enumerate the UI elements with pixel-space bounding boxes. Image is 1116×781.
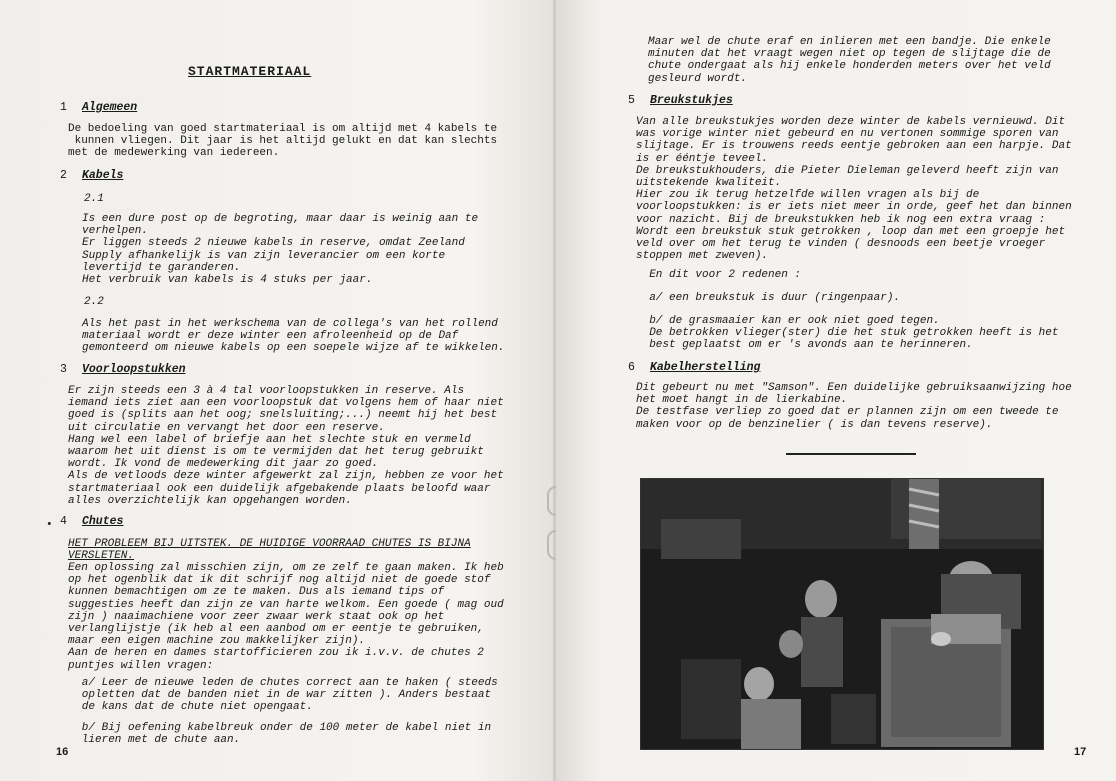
- photo-icon: [641, 479, 1043, 749]
- paragraph-kabels-2-2: Als het past in het werkschema van de collega's van het rollend materiaal wordt er deze winter een afroleenheid op de Daf gemonteerd om nieuwe kabels op een soepele wijze af te wikkelen.: [82, 318, 505, 355]
- section-number: 6: [628, 361, 635, 374]
- section-heading-kabels: [60, 169, 123, 182]
- section-number: 1: [60, 101, 67, 114]
- paragraph-kabelherstelling: Dit gebeurt nu met "Samson". Een duidelijke gebruiksaanwijzing hoe het moet hangt in de lierkabine. De testfase verliep zo goed dat er plannen zijn om een tweede te maken voor op de benzinelier ( is dan tevens reserve).: [636, 382, 1072, 431]
- paragraph-voorloopstukken: Er zijn steeds een 3 à 4 tal voorloopstukken in reserve. Als iemand iets ziet aan een voorloopstuk dat volgens hem of haar niet goed is (splits aan het oog; snelsluiting;...) neemt hij het best uit circulatie en vervangt het door een reserve. Hang wel een label of briefje aan het slechte stuk en vermeld waarom het uit dienst is om te vermijden dat het terug gebruikt wordt. Ik vond de medewerking dit jaar zo goed. Als de vetloods deze winter afgewerkt zal zijn, hebben ze voor het startmateriaal ook een duidelijk afgebakende plaats beloofd waar alles overzichtelijk kan opgehangen worden.: [68, 385, 504, 507]
- left-page: [0, 0, 556, 781]
- paragraph-chutes: Een oplossing zal misschien zijn, om ze zelf te gaan maken. Ik heb op het ogenblik dat ik dit schrijf nog altijd niet de goede stof kunnen bemachtigen om ze te maken. Dus als iemand tips of suggesties heeft dan zijn ze van harte welkom. Een goede ( mag oud zijn ) naaimachiene voor zeer zwaar werk staat ook op het verlanglijstje (ik heb al een aanbod om er eentje te gebruiken, maar een eigen machine zou makkelijker zijn). Aan de heren en dames startofficieren zou ik i.v.v. de chutes 2 puntjes willen vragen:: [68, 562, 504, 672]
- page-number-right: 17: [1074, 746, 1087, 758]
- paragraph-reden-b: b/ de grasmaaier kan er ook niet goed tegen. De betrokken vlieger(ster) die het stuk getrokken heeft is het best geplaatst om er 's avonds aan te herinneren.: [649, 315, 1059, 352]
- paragraph-chutes-a: a/ Leer de nieuwe leden de chutes correct aan te haken ( steeds opletten dat de banden niet in de war zitten ). Anders bestaat de kans dat de chute niet opengaat.: [81, 677, 498, 714]
- separator-line: [786, 453, 916, 455]
- section-heading-algemeen: [60, 101, 137, 114]
- section-heading-voorloopstukken: [60, 363, 186, 376]
- chutes-intro: HET PROBLEEM BIJ UITSTEK. DE HUIDIGE VOORRAAD CHUTES IS BIJNA VERSLETEN.: [68, 538, 471, 563]
- section-title: Breukstukjes: [650, 94, 733, 107]
- section-number: 3: [60, 363, 67, 376]
- section-title: Kabels: [82, 169, 124, 182]
- section-title: Voorloopstukken: [82, 363, 186, 376]
- page-number-left: 16: [56, 746, 69, 758]
- section-title: Chutes: [82, 515, 124, 528]
- paragraph-algemeen: De bedoeling van goed startmateriaal is om altijd met 4 kabels te kunnen vliegen. Dit jaar is het altijd gelukt en dat kan slechts met de medewerking van iedereen.: [68, 123, 498, 160]
- subsection-label: 2.1: [84, 193, 104, 205]
- section-title: Kabelherstelling: [650, 361, 761, 374]
- paragraph-kabels-2-1: Is een dure post op de begroting, maar daar is weinig aan te verhelpen. Er liggen steeds 2 nieuwe kabels in reserve, omdat Zeeland Supply afhankelijk is van zijn leverancier om een korte levertijd te garanderen. Het verbruik van kabels is 4 stuks per jaar.: [82, 213, 479, 287]
- section-heading-chutes: [60, 515, 123, 528]
- section-heading-kabelherstelling: [628, 361, 760, 374]
- section-number: 5: [628, 94, 635, 107]
- paragraph-reden-a: a/ een breukstuk is duur (ringenpaar).: [636, 292, 901, 304]
- paragraph-redenen: En dit voor 2 redenen :: [636, 269, 802, 281]
- section-number: 2: [60, 169, 67, 182]
- paragraph-chutes-b: b/ Bij oefening kabelbreuk onder de 100 meter de kabel niet in lieren met de chute aan.: [81, 722, 492, 747]
- section-title: Algemeen: [82, 101, 138, 114]
- paragraph-chutes-continued: Maar wel de chute eraf en inlieren met een bandje. Die enkele minuten dat het vraagt wegen niet op tegen de slijtage die de chute ondergaat als hij enkele honderden meters over het veld gesleurd wordt.: [648, 36, 1051, 85]
- section-number: 4: [60, 515, 67, 528]
- bullet-dot: •: [46, 519, 53, 531]
- workshop-photo: [640, 478, 1044, 750]
- page-title: STARTMATERIAAL: [188, 64, 312, 79]
- paragraph-breukstukjes: Van alle breukstukjes worden deze winter de kabels vernieuwd. Dit was vorige winter niet gebeurd en nu vertonen sommige sporen van slijtage. Er is trouwens reeds eentje gebroken aan een harpje. Dat is er ééntje teveel. De breukstukhouders, die Pieter Dieleman geleverd heeft zijn van uitstekende kwaliteit. Hier zou ik terug hetzelfde willen vragen als bij de voorloopstukken: is er iets niet meer in orde, geef het dan binnen voor nazicht. Bij de breukstukken heb ik nog een extra vraag : Wordt een breukstuk stuk getrokken , loop dan met een groepje het veld over om het terug te vinden ( desnoods een beetje vroeger stoppen met zweven).: [636, 116, 1072, 263]
- subsection-label: 2.2: [84, 296, 104, 308]
- section-heading-breukstukjes: [628, 94, 733, 107]
